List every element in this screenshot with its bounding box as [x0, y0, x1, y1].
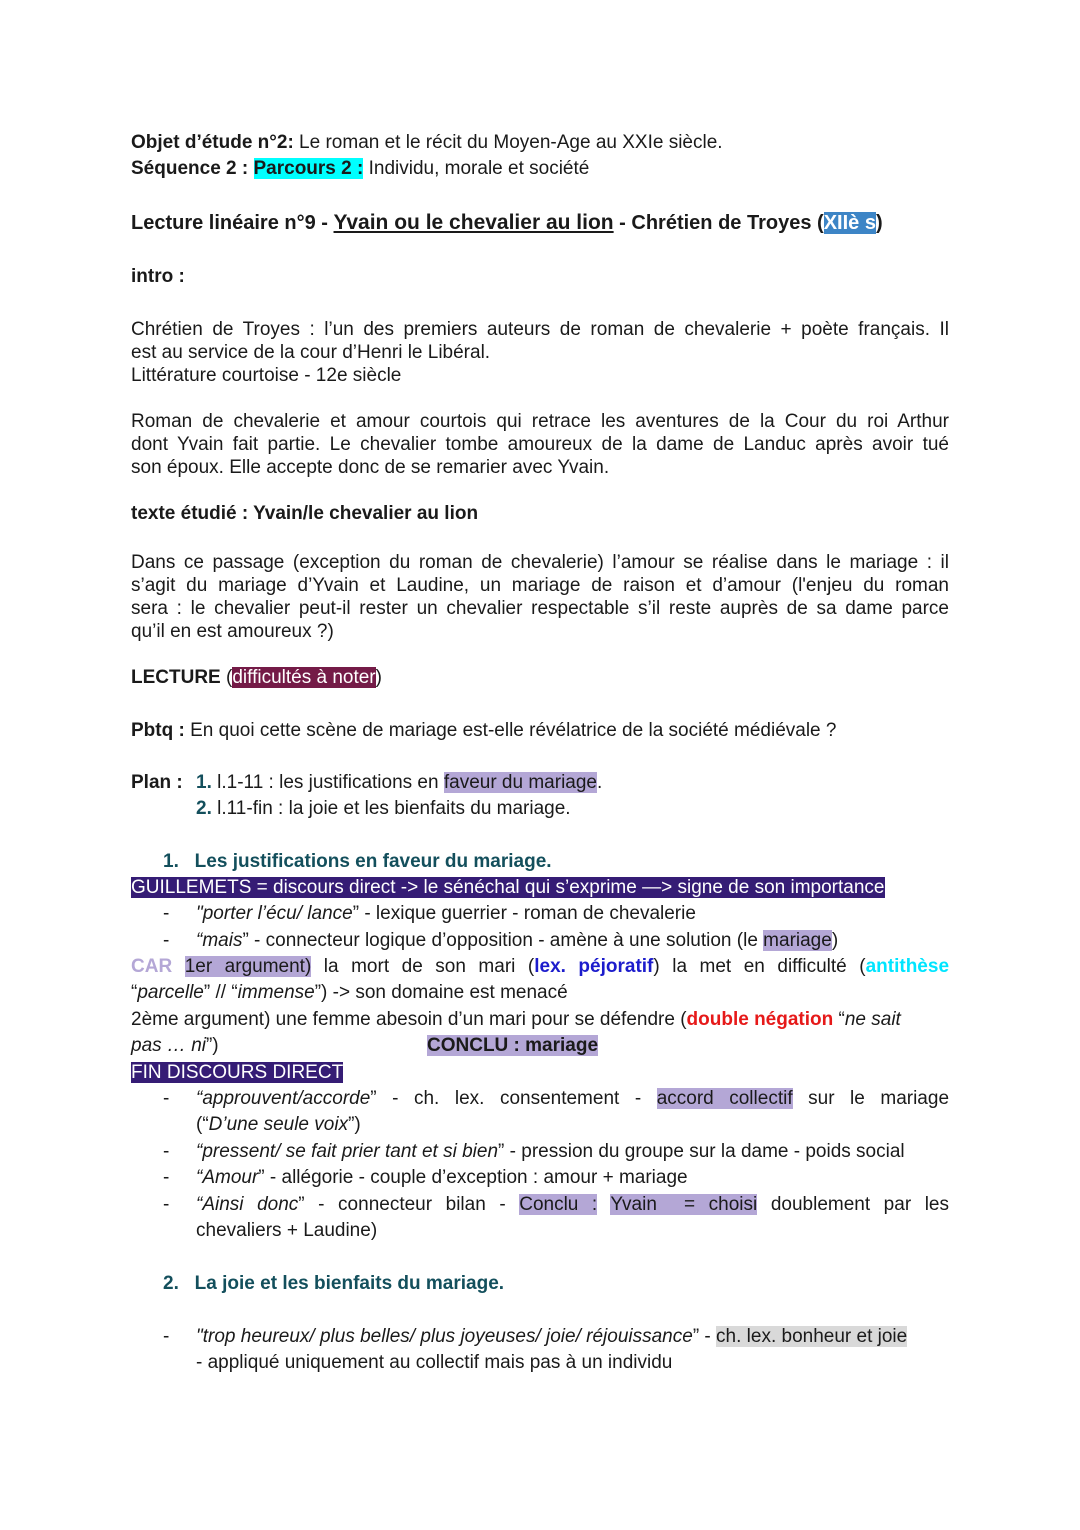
- bullet-dash: -: [163, 1167, 170, 1188]
- quote-mark: “: [131, 982, 138, 1003]
- quote-trop-heureux: "trop heureux/ plus belles/ plus joyeuses/ joie/ réjouissance: [196, 1326, 693, 1347]
- bullet3-text: ” - ch. lex. consentement -: [370, 1088, 657, 1109]
- bullet-dash: -: [163, 1326, 170, 1347]
- plan-label: Plan :: [131, 772, 183, 793]
- paren-open: (“: [196, 1114, 209, 1135]
- part1-bullet-4: [196, 1140, 949, 1163]
- conclu-highlight: Conclu :: [519, 1194, 598, 1215]
- part1-bullet-6: [196, 1193, 949, 1216]
- yvain-choisi-highlight: Yvain = choisi: [610, 1194, 758, 1215]
- guillemets-line: [131, 876, 949, 899]
- car-label: CAR: [131, 956, 173, 977]
- intro-p2-line3: son époux. Elle accepte donc de se remarier avec Yvain.: [131, 457, 610, 478]
- objet-text: Le roman et le récit du Moyen-Age au XXIe siècle.: [293, 132, 723, 153]
- part2-heading: 2. La joie et les bienfaits du mariage.: [163, 1273, 505, 1294]
- problematique-line: [131, 719, 949, 742]
- sequence-line: [131, 157, 949, 180]
- part2-bullet-1-cont: - appliqué uniquement au collectif mais pas à un individu: [196, 1352, 673, 1373]
- intro-p2-line1: Roman de chevalerie et amour courtois qui retrace les aventures de la Cour du roi Arthur: [131, 411, 949, 432]
- plan-text-2: l.11-fin : la joie et les bienfaits du mariage.: [211, 798, 571, 819]
- parcours-highlight: Parcours 2 :: [253, 158, 364, 179]
- plan-item-1: [196, 771, 949, 794]
- sequence-text: Individu, morale et société: [363, 158, 590, 179]
- intro-p3-line2: s’agit du mariage d’Yvain et Laudine, un mariage de raison et d’amour (l'enjeu du roman: [131, 575, 949, 596]
- plan-highlight-1: faveur du mariage: [443, 772, 597, 793]
- argument1-text2: ) la met en difficulté (: [653, 956, 866, 977]
- quote-une-seule-voix: D’une seule voix: [208, 1114, 349, 1135]
- argument1-line1: [131, 955, 949, 978]
- bullet5-text: ” - allégorie - couple d’exception : amour + mariage: [258, 1167, 688, 1188]
- bullet-dash: -: [163, 930, 170, 951]
- title-prefix: Lecture linéaire n°9 -: [131, 212, 334, 234]
- page-title: [131, 210, 949, 236]
- intro-p3-line4: qu’il en est amoureux ?): [131, 621, 334, 642]
- intro-p3-line3: sera : le chevalier peut-il rester un chevalier respectable s’il reste auprès de sa dame parce: [131, 598, 949, 619]
- quote-mais: “mais: [196, 930, 243, 951]
- part2-bullet-1: [196, 1325, 949, 1348]
- quote-approuvent: “approuvent/accorde: [196, 1088, 371, 1109]
- title-author: - Chrétien de Troyes (: [613, 212, 824, 234]
- part1-bullet-5: [196, 1166, 949, 1189]
- bullet-dash: -: [163, 1194, 170, 1215]
- pbtq-label: Pbtq :: [131, 720, 185, 741]
- plan-num-1: 1.: [196, 772, 212, 793]
- plan-text-1b: .: [597, 772, 603, 793]
- plan-text-1a: l.1-11 : les justifications en: [211, 772, 444, 793]
- mariage-highlight: mariage: [763, 930, 832, 951]
- plan-item-2: [196, 797, 949, 820]
- paren-close: ”): [348, 1114, 361, 1135]
- texte-etudie-label: texte étudié : Yvain/le chevalier au lion: [131, 503, 479, 524]
- quote-immense: immense: [237, 982, 315, 1003]
- quote-amour: “Amour: [196, 1167, 259, 1188]
- sequence-label: Séquence 2 :: [131, 158, 249, 179]
- part1-bullet-2: [196, 929, 949, 952]
- part1-bullet-6-cont: chevaliers + Laudine): [196, 1220, 378, 1241]
- quote-open: “: [833, 1009, 845, 1030]
- title-close: ): [875, 212, 883, 234]
- lex-pejoratif: lex. péjoratif: [534, 956, 654, 977]
- conclu-mariage-highlight: CONCLU : mariage: [427, 1035, 599, 1056]
- bullet2-text: ” - connecteur logique d’opposition - amène à une solution (le: [242, 930, 764, 951]
- argument1-highlight: 1er argument): [184, 956, 312, 977]
- century-highlight: XIIè s: [823, 212, 876, 234]
- plan-num-2: 2.: [196, 798, 212, 819]
- accord-collectif-highlight: accord collectif: [656, 1088, 793, 1109]
- part1-bullet-3-cont: [196, 1113, 949, 1136]
- bullet3-end: sur le mariage: [792, 1088, 950, 1109]
- part1-bullet-1: [196, 902, 949, 925]
- part1-heading: 1. Les justifications en faveur du mariage.: [163, 851, 552, 872]
- quote-pas-ni: pas … ni: [131, 1035, 206, 1056]
- double-negation: double négation: [686, 1009, 834, 1030]
- lecture-note-highlight: difficultés à noter: [232, 667, 376, 688]
- intro-p1-line3: Littérature courtoise - 12e siècle: [131, 365, 402, 386]
- argument1-line2: [131, 981, 949, 1004]
- objet-label: Objet d’étude n°2:: [131, 132, 294, 153]
- lecture-open: (: [220, 667, 233, 688]
- fin-discours-highlight: FIN DISCOURS DIRECT: [131, 1062, 344, 1083]
- intro-p3-line1: Dans ce passage (exception du roman de chevalerie) l’amour se réalise dans le mariage : il: [131, 552, 949, 573]
- fin-discours-line: [131, 1061, 949, 1084]
- bullet4-text: ” - pression du groupe sur la dame - poids social: [498, 1141, 905, 1162]
- quote-porter: "porter l’écu/ lance: [196, 903, 353, 924]
- part2-bullet1-text: ” -: [692, 1326, 717, 1347]
- quote-parcelle: parcelle: [137, 982, 204, 1003]
- bullet-dash: -: [163, 1088, 170, 1109]
- bullet-dash: -: [163, 903, 170, 924]
- conclu-line: [427, 1034, 727, 1057]
- argument2-line1: [131, 1008, 949, 1031]
- quote-sep: ” // “: [203, 982, 238, 1003]
- intro-p1-line1: Chrétien de Troyes : l’un des premiers auteurs de roman de chevalerie + poète français. Il: [131, 319, 949, 340]
- lecture-close: ): [375, 667, 382, 688]
- argument1-conclusion: ”) -> son domaine est menacé: [314, 982, 568, 1003]
- guillemets-highlight: GUILLEMETS = discours direct -> le sénéchal qui s’exprime —> signe de son importance: [131, 877, 885, 898]
- intro-label: intro :: [131, 266, 185, 287]
- quote-ne-sait: ne sait: [844, 1009, 901, 1030]
- bullet2-end: ): [831, 930, 839, 951]
- quote-ainsi-donc: “Ainsi donc: [196, 1194, 299, 1215]
- lecture-label: LECTURE: [131, 667, 221, 688]
- quote-pressent: “pressent/ se fait prier tant et si bien: [196, 1141, 499, 1162]
- part1-bullet-3: [196, 1087, 949, 1110]
- bullet6-end: doublement par les: [757, 1194, 949, 1215]
- objet-line: [131, 131, 949, 154]
- argument2-text: 2ème argument) une femme abesoin d’un mari pour se défendre (: [131, 1009, 687, 1030]
- ch-lex-bonheur-highlight: ch. lex. bonheur et joie: [716, 1326, 908, 1347]
- pbtq-text: En quoi cette scène de mariage est-elle révélatrice de la société médiévale ?: [184, 720, 837, 741]
- bullet1-text: ” - lexique guerrier - roman de chevalerie: [352, 903, 696, 924]
- bullet-dash: -: [163, 1141, 170, 1162]
- bullet6-text: ” - connecteur bilan -: [298, 1194, 520, 1215]
- antithese-label: antithèse: [865, 956, 950, 977]
- quote-close: ”): [205, 1035, 219, 1056]
- intro-p2-line2: dont Yvain fait partie. Le chevalier tombe amoureux de la dame de Landuc après avoir tué: [131, 434, 949, 455]
- argument1-text: la mort de son mari (: [311, 956, 535, 977]
- lecture-line: [131, 666, 949, 689]
- intro-p1-line2: est au service de la cour d’Henri le Libéral.: [131, 342, 491, 363]
- title-work: Yvain ou le chevalier au lion: [333, 211, 614, 234]
